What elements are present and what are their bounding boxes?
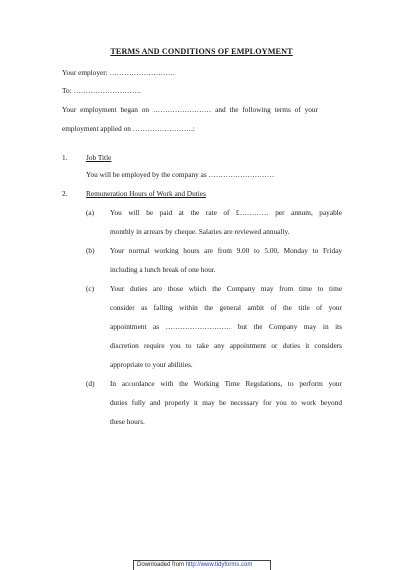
download-footer <box>133 560 271 570</box>
footer-link[interactable]: http://www.tidyforms.com <box>185 562 253 568</box>
clause-c-line-3: appointment as ……………………… but the Company may in its <box>110 322 342 331</box>
section-1-number: 1. <box>62 153 68 162</box>
document-title: TERMS AND CONDITIONS OF EMPLOYMENT <box>110 47 293 56</box>
clause-c-line-1: Your duties are those which the Company may from time to time <box>110 284 342 293</box>
clause-d-line-1: In accordance with the Working Time Regulations, to perform your <box>110 379 342 388</box>
clause-c-marker: (c) <box>86 284 95 293</box>
section-1-body: You will be employed by the company as ……………………… <box>86 170 275 179</box>
clause-a-line-2: monthly in arrears by cheque. Salaries are reviewed annually. <box>110 227 290 236</box>
clause-a-marker: (a) <box>86 208 95 217</box>
to-line: To: ………………………. <box>62 86 141 95</box>
footer-prefix: Downloaded from <box>137 562 185 568</box>
employment-began-line: Your employment began on …………………… and the following terms of your <box>62 105 318 114</box>
clause-d-marker: (d) <box>86 379 95 388</box>
clause-c-line-4: discretion require you to take any appointment or duties it considers <box>110 341 342 350</box>
clause-c-line-2: consider as falling within the general ambit of the title of your <box>110 303 342 312</box>
clause-d-line-3: these hours. <box>110 417 145 426</box>
section-2-number: 2. <box>62 189 68 198</box>
clause-b-line-1: Your normal working hours are from 9.00 to 5.00, Monday to Friday <box>110 246 342 255</box>
section-2-heading: Remuneration Hours of Work and Duties <box>86 189 206 198</box>
clause-d-line-2: duties fully and properly it may be necessary for you to work beyond <box>110 398 342 407</box>
employer-line: Your employer: ……………………… <box>62 68 176 77</box>
clause-b-line-2: including a lunch break of one hour. <box>110 265 216 274</box>
clause-b-marker: (b) <box>86 246 95 255</box>
section-1-heading: Job Title <box>86 153 112 162</box>
clause-c-line-5: appropriate to your abilities. <box>110 360 193 369</box>
employment-applied-line: employment applied on …………………….: <box>62 124 195 133</box>
clause-a-line-1: You will be paid at the rate of £………… per annum, payable <box>110 208 342 217</box>
